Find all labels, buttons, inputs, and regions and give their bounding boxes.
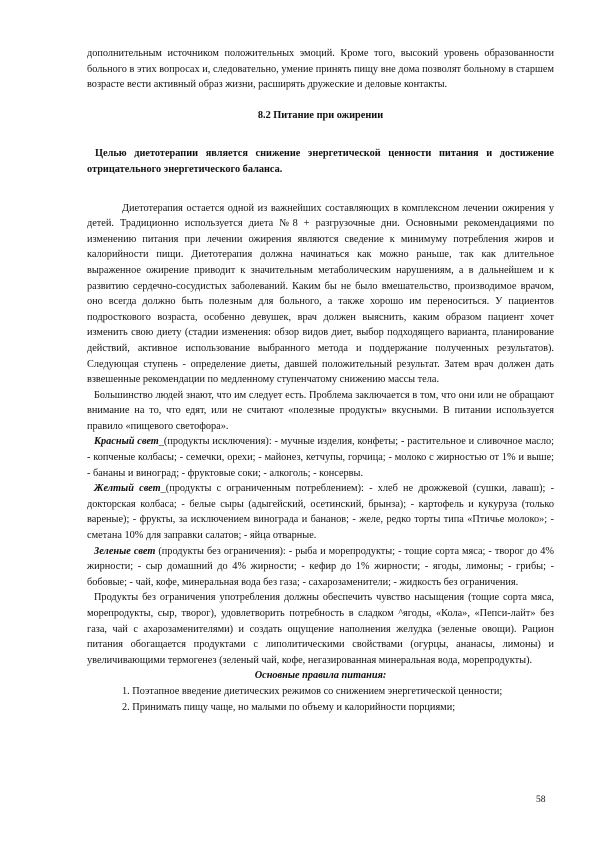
green-light-paragraph <box>87 544 554 591</box>
page-body <box>87 46 554 715</box>
goal-statement: Целью диетотерапии является снижение энергетической ценности питания и достижение отрицательного энергетического баланса. <box>87 148 554 175</box>
rules-title: Основные правила питания: <box>254 670 387 682</box>
yellow-light-paragraph <box>87 481 554 543</box>
red-light-paragraph <box>87 434 554 481</box>
rule-item-1: 1. Поэтапное введение диетических режимов со снижением энергетической ценности; <box>122 685 503 697</box>
green-light-label: Зеленые свет <box>94 545 156 557</box>
yellow-light-text: _(продукты с ограниченным потреблением): - хлеб не дрожжевой (сушки, лаваш); - докторская колбаса; - белые сыры (адыгейский, осетинский, брынза); - картофель и кукуруза (только вареные); - фрукты, за исключением винограда и бананов; - желе, редко торты типа «Птичье молоко»; - сметана 10% для заправки салатов; - яйца отварные. <box>87 483 554 542</box>
rule-item-2: 2. Принимать пищу чаще, но малыми по объему и калорийности порциями; <box>122 701 456 713</box>
page-number: 58 <box>536 795 546 805</box>
green-light-text: (продукты без ограничения): - рыба и морепродукты; - тощие сорта мяса; - творог до 4% жирности; - сыр домашний до 4% жирности; - кефир до 1% жирности; - ягоды, лимоны; - грибы; - бобовые; - чай, кофе, минеральная вода без газа; - сахарозаменители; - жидкость без ограничения. <box>87 545 554 588</box>
people-paragraph: Большинство людей знают, что им следует есть. Проблема заключается в том, что они или не обращают внимание на то, что едят, или не считают «полезные продукты» вкусными. В питании используется правило «пищевого светофора». <box>87 389 554 432</box>
section-title: 8.2 Питание при ожирении <box>257 109 384 121</box>
diet-paragraph: Диетотерапия остается одной из важнейших составляющих в комплексном лечении ожирения у детей. Традиционно используется диета №8 + разгрузочные дни. Основными рекомендациями по изменению питания при лечении ожирения являются сведение к минимуму потребления жиров и калорийности пищи. Диетотерапия должна начинаться как можно раньше, так как длительное выраженное ожирение приводит к значительным метаболическим нарушениям, а в дальнейшем и к развитию сердечно-сосудистых заболеваний. Каким бы не было вмешательство, производимое врачом, оно всегда должно быть полезным для больного, а также хорошо им переноситься. У пациентов подросткового возраста, особенно девушек, врач должен выяснить, каким образом пациент хочет изменить свою диету (стадии изменения: обзор видов диет, выбор подходящего варианта, планирование действий, активное использование выбранного метода и поддержание полученных результатов). Следующая ступень - определение диеты, давшей положительный результат. Затем врач должен дать взвешенные рекомендации по медленному ступенчатому снижению массы тела. <box>87 202 554 386</box>
red-light-label: Красный свет <box>94 436 159 448</box>
yellow-light-label: Желтый свет <box>94 483 161 495</box>
red-light-text: _(продукты исключения): - мучные изделия, конфеты; - растительное и сливочное масло; - копченые колбасы; - семечки, орехи; - майонез, кетчупы, горчица; - молоко с жирностью от 1% и выше; - бананы и виноград; - фруктовые соки; - алкоголь; - консервы. <box>87 436 554 479</box>
products-paragraph: Продукты без ограничения употребления должны обеспечить чувство насыщения (тощие сорта мяса, морепродукты, сыр, творог), удовлетворить потребность в сладком ^ягоды, «Кола», «Пепси-лайт» без газа, чай с ахарозаменителями) и создать ощущение наполнения желудка (зеленые овощи). Рацион питания обогащается продуктами с липолитическими свойствами (огурцы, ананасы, лимоны) и увеличивающими термогенез (зеленый чай, кофе, негазированная минеральная вода, морепродукты). <box>87 592 554 666</box>
intro-paragraph: дополнительным источником положительных эмоций. Кроме того, высокий уровень образованности больного в этих вопросах и, следовательно, умение принять пищу вне дома позволят больному в старшем возрасте вести активный образ жизни, расширять дружеские и деловые контакты. <box>87 48 554 91</box>
